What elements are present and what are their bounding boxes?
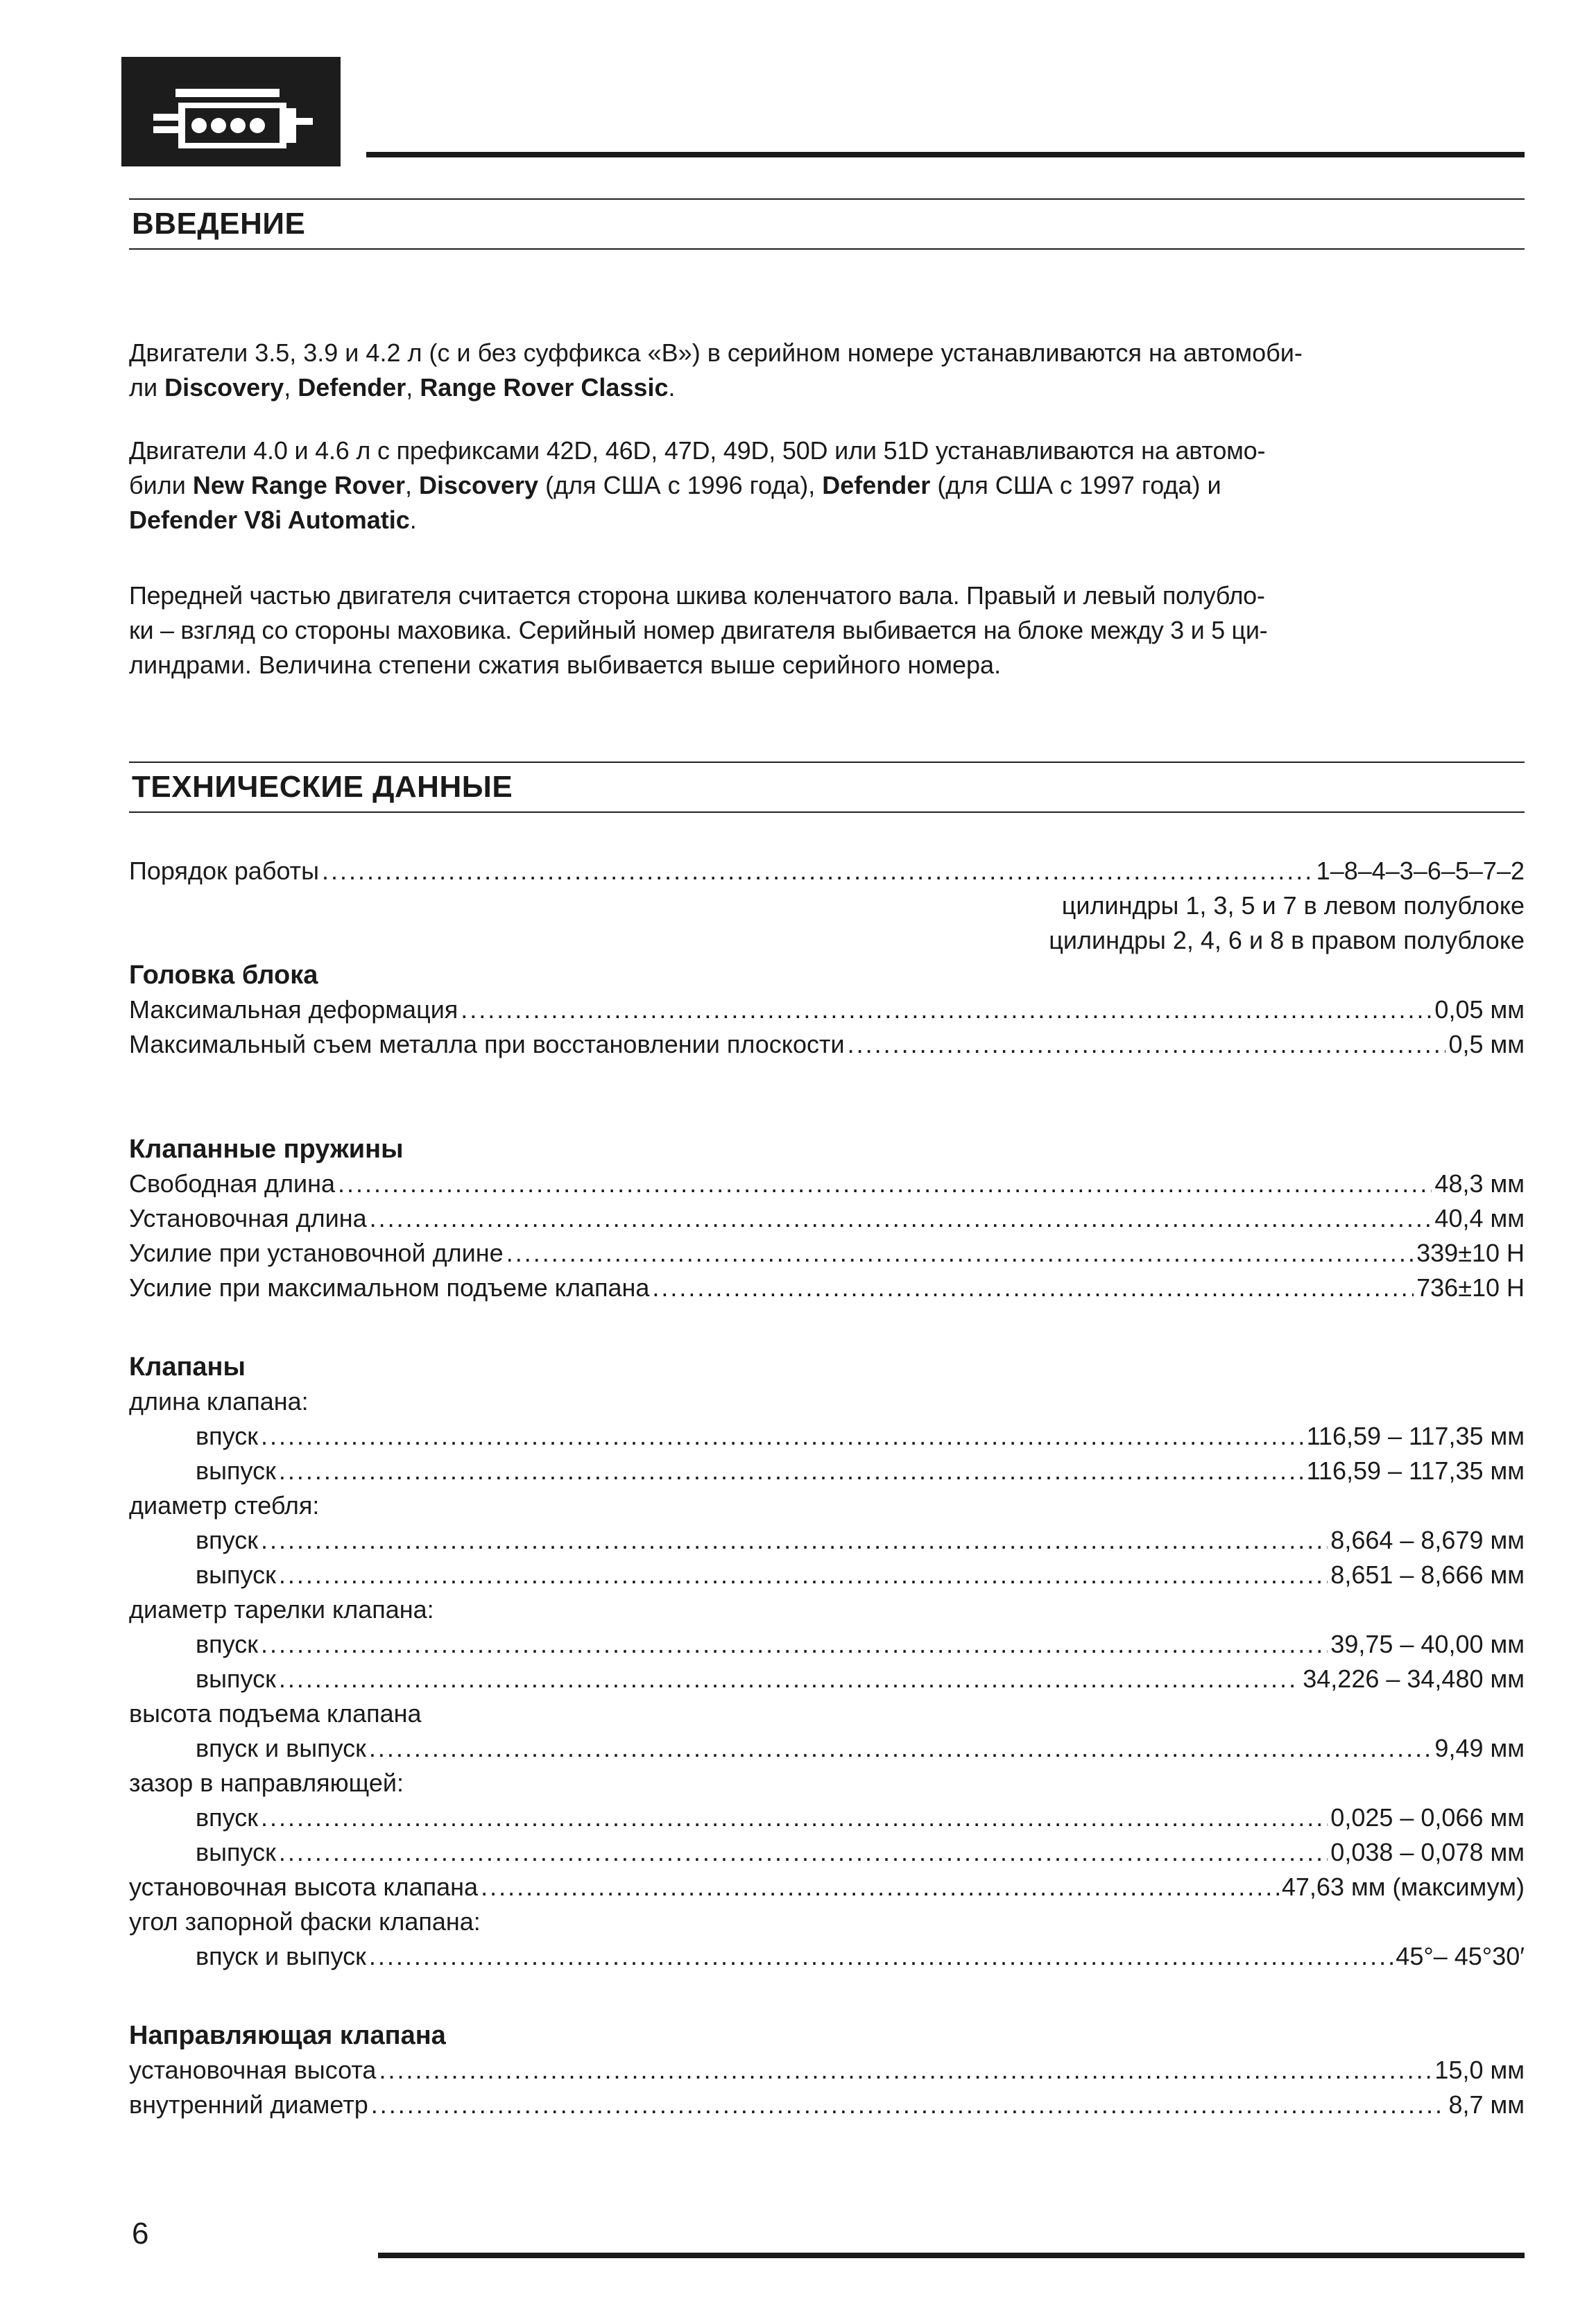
spec-list-valves <box>129 1350 1525 1974</box>
intro-p1-line2: ли Discovery, Defender, Range Rover Classic. <box>129 373 676 402</box>
tech-section-header <box>129 762 1525 813</box>
intro-p2-line2: били New Range Rover, Discovery (для США с 1996 года), Defender (для США с 1997 года) и <box>129 471 1221 499</box>
intro-section-header <box>129 198 1525 250</box>
top-divider <box>366 152 1525 157</box>
firing-order-note-right: цилиндры 2, 4, 6 и 8 в правом полублоке <box>1049 926 1525 954</box>
spec-row-valve-length-inlet: впуск ..... 116,59 – 117,35 мм <box>129 1419 1525 1454</box>
spec-row-head-deformation: Максимальная деформация ..... 0,05 мм <box>129 992 1525 1027</box>
intro-p3-line1: Передней частью двигателя считается сторона шкива коленчатого вала. Правый и левый полублo- <box>129 581 1265 610</box>
intro-paragraph-2 <box>129 433 1525 538</box>
intro-p2-line3: Defender V8i Automatic. <box>129 506 417 534</box>
tech-title: ТЕХНИЧЕСКИЕ ДАННЫЕ <box>132 770 513 804</box>
intro-p3-line2: ки – взгляд со стороны маховика. Серийный номер двигателя выбивается на блоке между 3 и 5 ци- <box>129 616 1268 644</box>
spec-row-clearance-exhaust: выпуск ..... 0,038 – 0,078 мм <box>129 1835 1525 1870</box>
spec-row-valve-install-height: установочная высота клапана ..... 47,63 мм (максимум) <box>129 1870 1525 1904</box>
spec-row-spring-max-lift-load: Усилие при максимальном подъеме клапана ..... 736±10 Н <box>129 1271 1525 1305</box>
intro-title: ВВЕДЕНИЕ <box>132 207 306 241</box>
valve-stem-label: диаметр стебля: <box>129 1491 320 1520</box>
guide-heading: Направляющая клапана <box>129 2021 446 2050</box>
page-number: 6 <box>132 2217 149 2251</box>
spec-list-springs <box>129 1132 1525 1305</box>
spec-row-valve-head-exhaust: выпуск ..... 34,226 – 34,480 мм <box>129 1662 1525 1696</box>
intro-p1-line1: Двигатели 3.5, 3.9 и 4.2 л (с и без суффикса «В») в серийном номере устанавливаются на автомоби- <box>129 338 1303 367</box>
spec-row-valve-stem-inlet: впуск ..... 8,664 – 8,679 мм <box>129 1523 1525 1558</box>
spec-row-clearance-inlet: впуск ..... 0,025 – 0,066 мм <box>129 1800 1525 1835</box>
springs-heading: Клапанные пружины <box>129 1135 404 1164</box>
spec-row-valve-face-angle: впуск и выпуск ..... 45°– 45°30′ <box>129 1939 1525 1974</box>
engine-logo-icon <box>121 57 341 166</box>
intro-p3-line3: линдрами. Величина степени сжатия выбивается выше серийного номера. <box>129 651 1002 679</box>
intro-paragraph-3 <box>129 578 1525 682</box>
bottom-divider <box>378 2253 1525 2258</box>
spec-row-head-resurface: Максимальный съем металла при восстановлении плоскости ..... 0,5 мм <box>129 1027 1525 1062</box>
valve-face-angle-label: угол запорной фаски клапана: <box>129 1907 481 1936</box>
valve-head-dia-label: диаметр тарелки клапана: <box>129 1595 434 1624</box>
valve-lift-label: высота подъема клапана <box>129 1699 422 1728</box>
spec-row-firing-order: Порядок работы ..... 1–8–4–3–6–5–7–2 <box>129 854 1525 888</box>
spec-row-guide-inner-diameter: внутренний диаметр ..... 8,7 мм <box>129 2088 1525 2122</box>
firing-order-note-left: цилиндры 1, 3, 5 и 7 в левом полублоке <box>1061 891 1525 920</box>
intro-p2-line1: Двигатели 4.0 и 4.6 л с префиксами 42D, 46D, 47D, 49D, 50D или 51D устанавливаются на автомо- <box>129 436 1266 465</box>
valve-length-label: длина клапана: <box>129 1387 309 1416</box>
valves-heading: Клапаны <box>129 1352 246 1382</box>
spec-row-valve-stem-exhaust: выпуск ..... 8,651 – 8,666 мм <box>129 1558 1525 1592</box>
spec-list <box>129 854 1525 1098</box>
spec-list-guide <box>129 2018 1525 2122</box>
spec-row-spring-installed-length: Установочная длина ..... 40,4 мм <box>129 1201 1525 1236</box>
spec-row-guide-install-height: установочная высота ..... 15,0 мм <box>129 2053 1525 2088</box>
spec-row-spring-installed-load: Усилие при установочной длине ..... 339±10 Н <box>129 1236 1525 1271</box>
spec-row-valve-head-inlet: впуск ..... 39,75 – 40,00 мм <box>129 1627 1525 1662</box>
spec-row-valve-length-exhaust: выпуск ..... 116,59 – 117,35 мм <box>129 1454 1525 1488</box>
valve-clearance-label: зазор в направляющей: <box>129 1769 404 1797</box>
spec-row-spring-free-length: Свободная длина ..... 48,3 мм <box>129 1167 1525 1201</box>
head-heading: Головка блока <box>129 961 318 990</box>
intro-paragraph-1 <box>129 336 1525 405</box>
spec-row-valve-lift: впуск и выпуск ..... 9,49 мм <box>129 1731 1525 1766</box>
